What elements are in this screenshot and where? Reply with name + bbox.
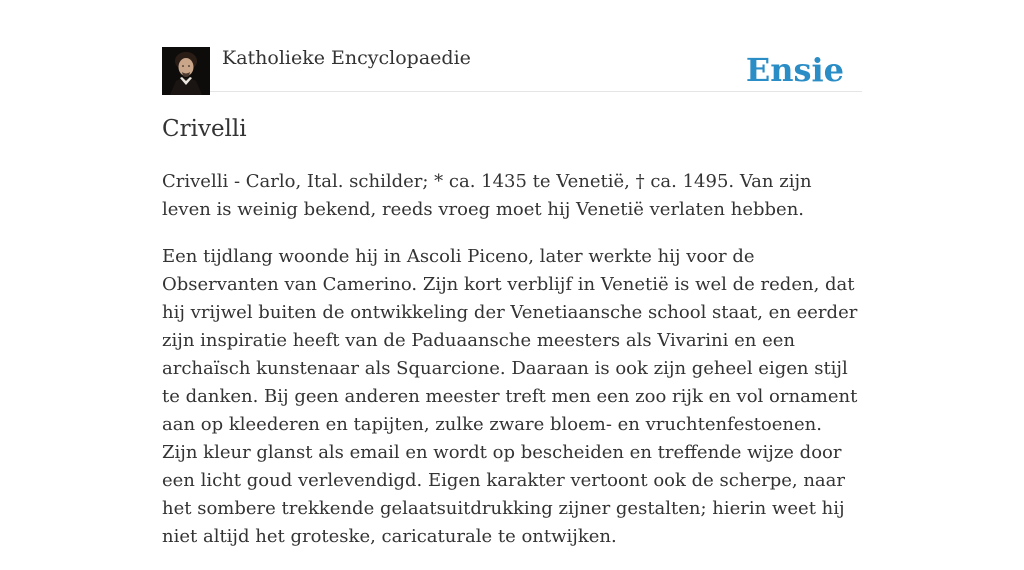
article-body bbox=[162, 168, 862, 570]
article-paragraph: Een tijdlang woonde hij in Ascoli Piceno, later werkte hij voor de Observanten van Camerino. Zijn kort verblijf in Venetië is wel de reden, dat hij vrijwel buiten de ontwikkeling der Venetiaansche school staat, en eerder zijn inspiratie heeft van de Paduaansche meesters als Vivarini en een archaïsch kunstenaar als Squarcione. Daaraan is ook zijn geheel eigen stijl te danken. Bij geen anderen meester treft men een zoo rijk en vol ornament aan op kleederen en tapijten, zulke zware bloem- en vruchtenfestoenen. Zijn kleur glanst als email en wordt op bescheiden en treffende wijze door een licht goud verlevendigd. Eigen karakter vertoont ook de scherpe, naar het sombere trekkende gelaatsuitdrukking zijner gestalten; hierin weet hij niet altijd het groteske, caricaturale te ontwijken. bbox=[162, 246, 858, 547]
site-name[interactable]: Katholieke Encyclopaedie bbox=[222, 47, 471, 69]
portrait-avatar-icon[interactable] bbox=[162, 47, 210, 95]
page-title: Crivelli bbox=[162, 116, 247, 142]
site-header bbox=[162, 44, 862, 92]
article-paragraph: Crivelli - Carlo, Ital. schilder; * ca. 1435 te Venetië, † ca. 1495. Van zijn leven is weinig bekend, reeds vroeg moet hij Venetië verlaten hebben. bbox=[162, 171, 812, 220]
portrait-avatar-image bbox=[162, 47, 210, 95]
ensie-logo-link[interactable]: Ensie bbox=[745, 51, 844, 89]
